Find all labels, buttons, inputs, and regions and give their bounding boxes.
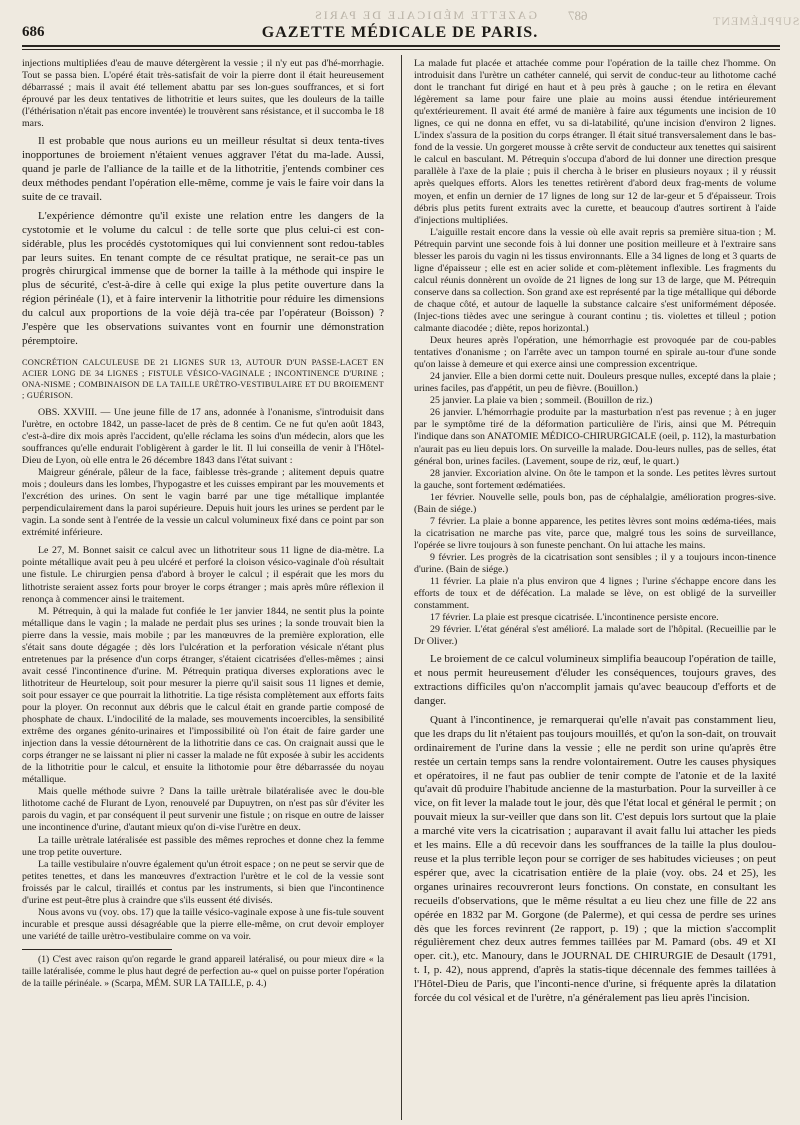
paragraph: Maigreur générale, pâleur de la face, faiblesse très-grande ; alitement depuis quatre mois ; douleurs dans les lombes, l'hypogastre et les cuisses empirant par les mouvements et l'excrétion des urines. On sent le vagin barré par une tige métallique implantée perpendiculairement dans la paroi supérieure. Depuis huit jours les urines se perdent par le vagin. La sonde sent à l'entrée de la vessie un calcul volumineux fixé dans ce point par son extrémité inférieure. (22, 467, 384, 539)
paragraph: injections multipliées d'eau de mauve détergèrent la vessie ; il n'y eut pas d'hé-morrhagie. Tout se passa bien. L'opéré était très-satisfait de voir la pierre dont il était heureusement débarrassé ; mais il avait été tellement abattu par ses lon-gues souffrances, et si fort éprouvé par les deux tentatives de lithotritie et leurs suites, que les douleurs de la taille (l'éthérisation n'était pas encore inventée) le trouvèrent sans résistance, et il succomba le 18 mars. (22, 58, 384, 130)
paragraph: Le broiement de ce calcul volumineux simplifia beaucoup l'opération de taille, et nous permit heureusement d'éluder les conséquences, toujours graves, des extractions difficiles qu'on n'accomplit jamais qu'avec beaucoup d'efforts et de danger. (414, 653, 776, 708)
diary-entry: 28 janvier. Excoriation alvine. On ôte le tampon et la sonde. Les petites lèvres surtout la gauche, sont fortement œdématiées. (414, 467, 776, 491)
bleed-through-supplement: SUPPLÉMENT (712, 14, 800, 28)
paragraph: Mais quelle méthode suivre ? Dans la taille urètrale bilatéralisée avec le dou-ble lithotome caché de Flurant de Lyon, renouvelé par Dupuytren, on n'est pas sûr d'éviter les parois du vagin, et par conséquent il peut survenir une fistule ; on risque en outre de laisser une incontinence d'urine, d'autant mieux qu'on di-vise l'urètre en deux. (22, 786, 384, 834)
paragraph: Il est probable que nous aurions eu un meilleur résultat si deux tenta-tives inopportunes de broiement n'étaient venues aggraver l'état du ma-lade. Aussi, quand je parle de l'alliance de la taille et de la lithotritie, j'entends combiner ces deux méthodes pendant l'opération elle-même, comme je vais le faire voir dans la suite de ce travail. (22, 135, 384, 203)
diary-entry: 11 février. La plaie n'a plus environ que 4 lignes ; l'urine s'échappe encore dans les efforts de toux et de défécation. La malade se lève, on est obligé de la surveiller constamment. (414, 576, 776, 612)
diary-entry: 7 février. La plaie a bonne apparence, les petites lèvres sont moins œdéma-tiées, mais la cicatrisation ne marche pas vite, parce que, malgré tous les soins de surveillance, l'opérée se livre toujours à son funeste penchant. On lui attache les mains. (414, 515, 776, 551)
paragraph: Le 27, M. Bonnet saisit ce calcul avec un lithotriteur sous 11 ligne de dia-mètre. La pointe métallique avait peu à peu ulcéré et perforé la cloison vésico-vaginale d'où résultait une fistule. Le chirurgien pensa d'abord à broyer le calcul ; il espérait que les mors du lithotriste seraient assez forts pour broyer le corps étranger ; mais après mûre réflexion il renonça à commencer ainsi le traitement. (22, 545, 384, 605)
paragraph: OBS. XXVIII. — Une jeune fille de 17 ans, adonnée à l'onanisme, s'introduisit dans l'urètre, en octobre 1842, un passe-lacet de près de 8 centim. Ce ne fut qu'en août 1843, c'est-à-dire dix mois après l'accident, qu'elle réclama les soins d'un médecin, alors que les souffrances qu'elle endurait l'obligèrent à garder le lit. Il lui conseilla de venir à l'Hôtel-Dieu de Lyon, où elle entra le 26 décembre 1843 dans l'état suivant : (22, 406, 384, 467)
paragraph: La malade fut placée et attachée comme pour l'opération de la taille chez l'homme. On introduisit dans l'urètre un cathéter cannelé, qui servit de conduc-teur au lithotome caché dont le tranchant fut dirigé en haut et à peu près à gauche ; on le retira en élevant légèrement sa lame pour faire une plaie au moins aussi étendue intérieurement qu'extérieurement. Il avait été armé de manière à faire aux téguments une incision de 10 lignes, ce qui ne donna en effet, vu sa di-latabilité, qu'une incision d'environ 2 lignes. L'index s'assura de la position du corps étranger. Il était situé transversalement dans le bas-fond de la vessie. Un gorgeret mousse à crête servit de conducteur aux tenettes qui saisirent le calcul en basculant. M. Pétrequin s'occupa d'abord de lui donner une direction presque parallèle à l'axe de la plaie ; puis il chercha à le briser en plusieurs noyaux ; il y réussit après quelques efforts. Alors les tenettes retirèrent d'abord deux frag-ments de volume moyen, et enfin un dernier de 17 lignes de long sur 12 de lar-geur et 5 d'épaisseur. Trois débris plus petits furent extraits avec la curette, et beaucoup d'autres sortirent à l'aide d'injections multipliées. (414, 58, 776, 226)
diary-entry: 17 février. La plaie est presque cicatrisée. L'incontinence persiste encore. (430, 612, 719, 624)
paragraph: La taille vestibulaire n'ouvre également qu'un étroit espace ; on ne peut se servir que de petites tenettes, et dans les manœuvres d'extraction l'urètre et le col de la vessie sont froissés par le calcul, tiraillés et contus par les instruments, si bien que l'incontinence d'urine est peut-être plus à craindre que s'ils eussent été divisés. (22, 858, 384, 906)
bleed-through-page-number: 687 (568, 8, 588, 23)
paragraph: Nous avons vu (voy. obs. 17) que la taille vésico-vaginale expose à une fis-tule souvent incurable et presque aussi désagréable que la pierre elle-même, on crut devoir employer une variété de taille urètro-vestibulaire comme on va voir. (22, 906, 384, 942)
footnote-rule (22, 949, 172, 950)
footnote: (1) C'est avec raison qu'on regarde le grand appareil latéralisé, ou pour mieux dire « la taille latéralisée, comme le plus haut degré de perfection au-« quel on puisse porter l'opération de la taille périnéale. » (Scarpa, MÉM. SUR LA TAILLE, p. 4.) (22, 953, 384, 989)
header-rule (22, 45, 780, 47)
paragraph: L'expérience démontre qu'il existe une relation entre les dangers de la cystotomie et le volume du calcul : de telle sorte que plus celui-ci est con-sidérable, plus les procédés cystotomiques qui lui conviennent sont redou-tables par leurs suites. En tenant compte de ce résultat pratique, ne serait-ce pas un progrès chirurgical immense que de borner la taille à la méthode qui inspire le plus de sécurité, c'est-à-dire à celle qui exige la plus petite ouverture dans la région périnéale (1), et à faire intervenir la lithotritie pour réduire les dimensions du calcul aux proportions de la voie déjà tra-cée par l'opérateur (Boisson) ? J'espère que les observations suivantes vont en fournir une démonstration péremptoire. (22, 209, 384, 347)
diary-entry: 24 janvier. Elle a bien dormi cette nuit. Douleurs presque nulles, excepté dans la plaie ; urines faciles, pas d'appétit, un peu de fièvre. (Bouillon.) (414, 371, 776, 395)
paragraph: M. Pétrequin, à qui la malade fut confiée le 1er janvier 1844, ne sentit plus la pointe métallique dans le vagin ; la malade ne perdait plus ses urines ; la sonde trouvait bien la pierre dans la vessie, mais mobile ; par les manœuvres de la première exploration, elle s'était sans doute dégagée ; dès lors l'ulcération et la perforation vésicale n'étant plus entretenues par la présence d'un corps étranger, s'étaient cicatrisées d'elles-mêmes ; ainsi avait cessé l'incontinence d'urine. M. Pétrequin pratiqua diverses explorations avec le lithotriteur de Heurteloup, soit pour mesurer la pierre qu'il saisit sous 11 lignes et demie, soit pour essayer ce que pourrait la lithotritie. La tige résista complètement aux efforts faits pour la ployer. On reconnut aux débris que le calcul était en grande partie composé de phosphate de chaux. L'indocilité de la malade, ses mouvements incoercibles, la sensibilité extrême des organes génito-urinaires et l'impossibilité où l'on était de faire garder une injection dans la vessie détournèrent de la lithotritie dans ce cas. On craignait aussi que le corps étranger ne se laissant ni plier ni casser la malade ne fût exposée à subir les accidents de la lithotritie pour le calcul, et ensuite la lithotomie pour être débarrassée du noyau métallique. (22, 605, 384, 786)
diary-entry: 26 janvier. L'hémorrhagie produite par la masturbation n'est pas revenue ; à en juger par le symptôme tiré de la déformation particulière de l'iris, ainsi que M. Pétrequin l'indique dans son ANATOMIE MÉDICO-CHIRURGICALE (oeil, p. 112), la masturbation n'aurait pas eu lieu depuis lors. On surveille la malade. Dou-leurs nulles, pas de selles, état général bon, urines faciles. (Lavement, soupe de riz, œuf, le quart.) (414, 407, 776, 467)
diary-entry: 1er février. Nouvelle selle, pouls bon, pas de céphalalgie, amélioration progres-sive. (Bain de siége.) (414, 491, 776, 515)
paragraph: Deux heures après l'opération, une hémorrhagie est provoquée par de cou-pables tentatives d'onanisme ; on l'arrête avec un tampon tourné en spirale au-tour d'une sonde qu'on laisse à demeure et qui exerce ainsi une compression excentrique. (414, 335, 776, 371)
column-divider (401, 55, 402, 1120)
diary-entry: 25 janvier. La plaie va bien ; sommeil. (Bouillon de riz.) (430, 395, 653, 407)
paragraph: Quant à l'incontinence, je remarquerai qu'elle n'avait pas constamment lieu, que les draps du lit n'étaient pas toujours mouillés, et qu'on la son-dait, on trouvait ordinairement de l'urine dans la vessie ; elle ne perdit son urine qu'après être restée un certain temps sans la rendre volontairement. Outre les causes physiques et opératoires, il ne faut pas oublier de tenir compte de l'atonie et de la laxité qu'avait dû produire l'habitude ancienne de la masturbation. Pour la surveiller à ce vice, on fit lever la malade tout le jour, dès que l'état local et général le permit ; on pouvait mieux la sur-veiller que dans son lit. C'est depuis lors surtout que la plaie a marché vite vers la cicatrisation ; auparavant il avait fallu lui attacher les pieds et les mains. Elle a dû recevoir dans les souffrances de la taille la plus doulou-reuse et la plus terrible leçon pour se corriger de ses habitudes vicieuses ; on peut espérer que, avec la cicatrisation entière de la plaie (voy. obs. 24 et 25), les organes urinaires recouvreront leurs fonctions. On constate, en consultant les recueils d'observations, que le même résultat a eu lieu chez une fille de 22 ans opérée en 1832 par M. Gorgone (de Palerme), et qui cessa de perdre ses urines dès que les forces revinrent (2e rapport, p. 19) ; que la miction s'accomplit régulièrement chez deux autres femmes taillées par M. Pamard (obs. 49 et XI oper. cit.), etc. Manoury, dans le JOURNAL DE CHIRURGIE de Desault (1791, t. I, p. 42), nous apprend, d'après la statis-tique décennale des femmes taillées à l'Hôtel-Dieu de Paris, que l'inconti-nence d'urine, si fréquente après la dilatation forcée du col vésical et de l'urètre, n'a généralement pas lieu après l'incision. (414, 713, 776, 1005)
left-column (22, 58, 384, 1118)
diary-entry: 29 février. L'état général s'est amélioré. La malade sort de l'hôpital. (Recueillie par le Dr Oliver.) (414, 624, 776, 648)
journal-title: GAZETTE MÉDICALE DE PARIS. (261, 24, 539, 41)
bleed-through-title: GAZETTE MÉDICALE DE PARIS (313, 8, 537, 22)
paragraph: La taille urètrale latéralisée est passible des mêmes reproches et donne chez la femme une trop petite ouverture. (22, 834, 384, 858)
paragraph: L'aiguille restait encore dans la vessie où elle avait repris sa première situa-tion ; M. Pétrequin parvint une seconde fois à lui donner une position meilleure et à l'extraire sans blesser les parois du vagin ni les tissus environnants. Elle a 34 lignes de long et 3 quarts de ligne d'épaisseur ; elle est en acier solide et com-plètement inflexible. Les fragments du calcul réunis donnèrent un ovoïde de 21 lignes de long sur 13 de large, que M. Pétrequin conserve dans sa collection. Son grand axe est représenté par la tige métallique qui déborde de chaque côté, et autour de laquelle la substance calcaire s'est uniformément déposée. (Injec-tions tièdes avec une seringue à courant continu ; tis. violettes et tilleul ; potion calmante diacodée ; diète, repos horizontal.) (414, 226, 776, 335)
diary-entry: 9 février. Les progrès de la cicatrisation sont sensibles ; il y a toujours incon-tinence d'urine. (Bain de siége.) (414, 551, 776, 575)
right-column (414, 58, 776, 1118)
observation-title: CONCRÉTION CALCULEUSE DE 21 LIGNES SUR 13, AUTOUR D'UN PASSE-LACET EN ACIER LONG DE 34 LIGNES ; FISTULE VÉSICO-VAGINALE ; INCONTINENCE D'URINE ; ONA-NISME ; COMBINAISON DE LA TAILLE URÈTRO-VESTIBULAIRE ET DU BROIEMENT ; GUÉRISON. (22, 357, 384, 400)
page-number: 686 (22, 24, 45, 40)
header-rule-thin (22, 49, 780, 50)
